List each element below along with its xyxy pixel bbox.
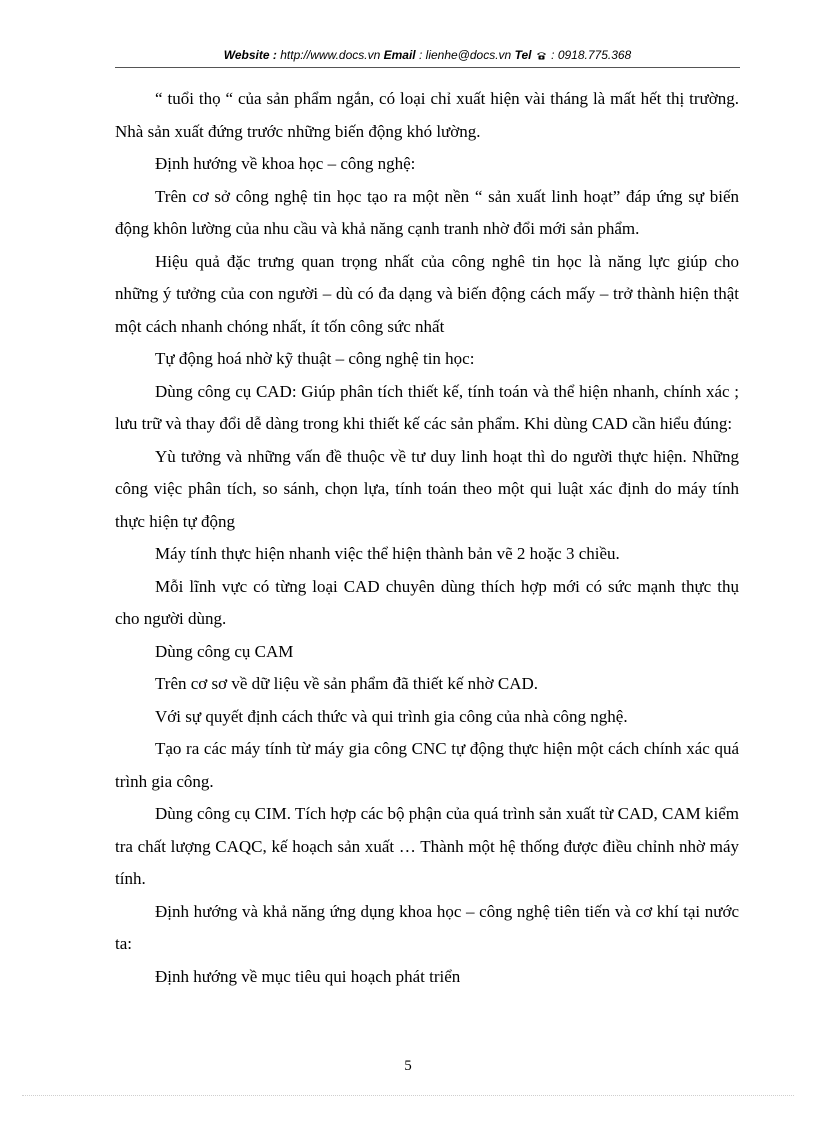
paragraph-11: Trên cơ sơ về dữ liệu về sản phẩm đã thiết kế nhờ CAD. bbox=[155, 674, 539, 693]
document-body bbox=[115, 83, 739, 993]
page-number: 5 bbox=[404, 1058, 412, 1074]
email-value[interactable]: : lienhe@docs.vn bbox=[418, 48, 512, 62]
paragraph-13: Tạo ra các máy tính từ máy gia công CNC tự động thực hiện một cách chính xác quá trình gia công. bbox=[115, 739, 739, 791]
page-header bbox=[115, 47, 740, 63]
page-bottom-divider bbox=[22, 1095, 794, 1096]
paragraph-3: Trên cơ sở công nghệ tin học tạo ra một nền “ sản xuất linh hoạt” đáp ứng sự biến động khôn lường của nhu cầu và khả năng cạnh tranh nhờ đổi mới sản phẩm. bbox=[115, 186, 739, 238]
paragraph-10: Dùng công cụ CAM bbox=[155, 641, 294, 661]
website-url[interactable]: http://www.docs.vn bbox=[280, 48, 381, 62]
paragraph-7: Yù tưởng và những vấn đề thuộc về tư duy linh hoạt thì do người thực hiện. Những công việc phân tích, so sánh, chọn lựa, tính toán theo một qui luật xác định do máy tính thực hiện tự động bbox=[115, 446, 739, 531]
paragraph-6: Dùng công cụ CAD: Giúp phân tích thiết kế, tính toán và thể hiện nhanh, chính xác ; lưu trữ và thay đổi dễ dàng trong khi thiết kế các sản phẩm. Khi dùng CAD cần hiểu đúng: bbox=[115, 381, 739, 433]
paragraph-12: Với sự quyết định cách thức và qui trình gia công của nhà công nghệ. bbox=[155, 706, 628, 726]
tel-label: Tel bbox=[514, 48, 532, 62]
paragraph-8: Máy tính thực hiện nhanh việc thể hiện thành bản vẽ 2 hoặc 3 chiều. bbox=[155, 544, 620, 563]
paragraph-2: Định hướng về khoa học – công nghệ: bbox=[155, 154, 416, 173]
telephone-icon bbox=[536, 51, 547, 60]
paragraph-4: Hiệu quả đặc trưng quan trọng nhất của công nghê tin học là năng lực giúp cho những ý tưởng của con người – dù có đa dạng và biến động cách mấy – trở thành hiện thật một cách nhanh chóng nhất, ít tốn công sức nhất bbox=[115, 251, 739, 336]
paragraph-14: Dùng công cụ CIM. Tích hợp các bộ phận của quá trình sản xuất từ CAD, CAM kiểm tra chất lượng CAQC, kế hoạch sản xuất … Thành một hệ thống được điều chỉnh nhờ máy tính. bbox=[115, 804, 739, 888]
website-label: Website : bbox=[223, 48, 277, 62]
header-divider bbox=[115, 67, 740, 68]
email-label: Email bbox=[383, 48, 416, 62]
tel-value: : 0918.775.368 bbox=[551, 48, 632, 62]
paragraph-16: Định hướng về mục tiêu qui hoạch phát triển bbox=[155, 966, 461, 986]
paragraph-1: “ tuổi thọ “ của sản phẩm ngắn, có loại chỉ xuất hiện vài tháng là mất hết thị trường. Nhà sản xuất đứng trước những biến động khó lường. bbox=[115, 89, 739, 141]
paragraph-9: Mỗi lĩnh vực có từng loại CAD chuyên dùng thích hợp mới có sức mạnh thực thụ cho người dùng. bbox=[115, 576, 739, 628]
paragraph-15: Định hướng và khả năng ứng dụng khoa học – công nghệ tiên tiến và cơ khí tại nước ta: bbox=[115, 901, 739, 953]
paragraph-5: Tự động hoá nhờ kỹ thuật – công nghệ tin học: bbox=[155, 349, 475, 368]
